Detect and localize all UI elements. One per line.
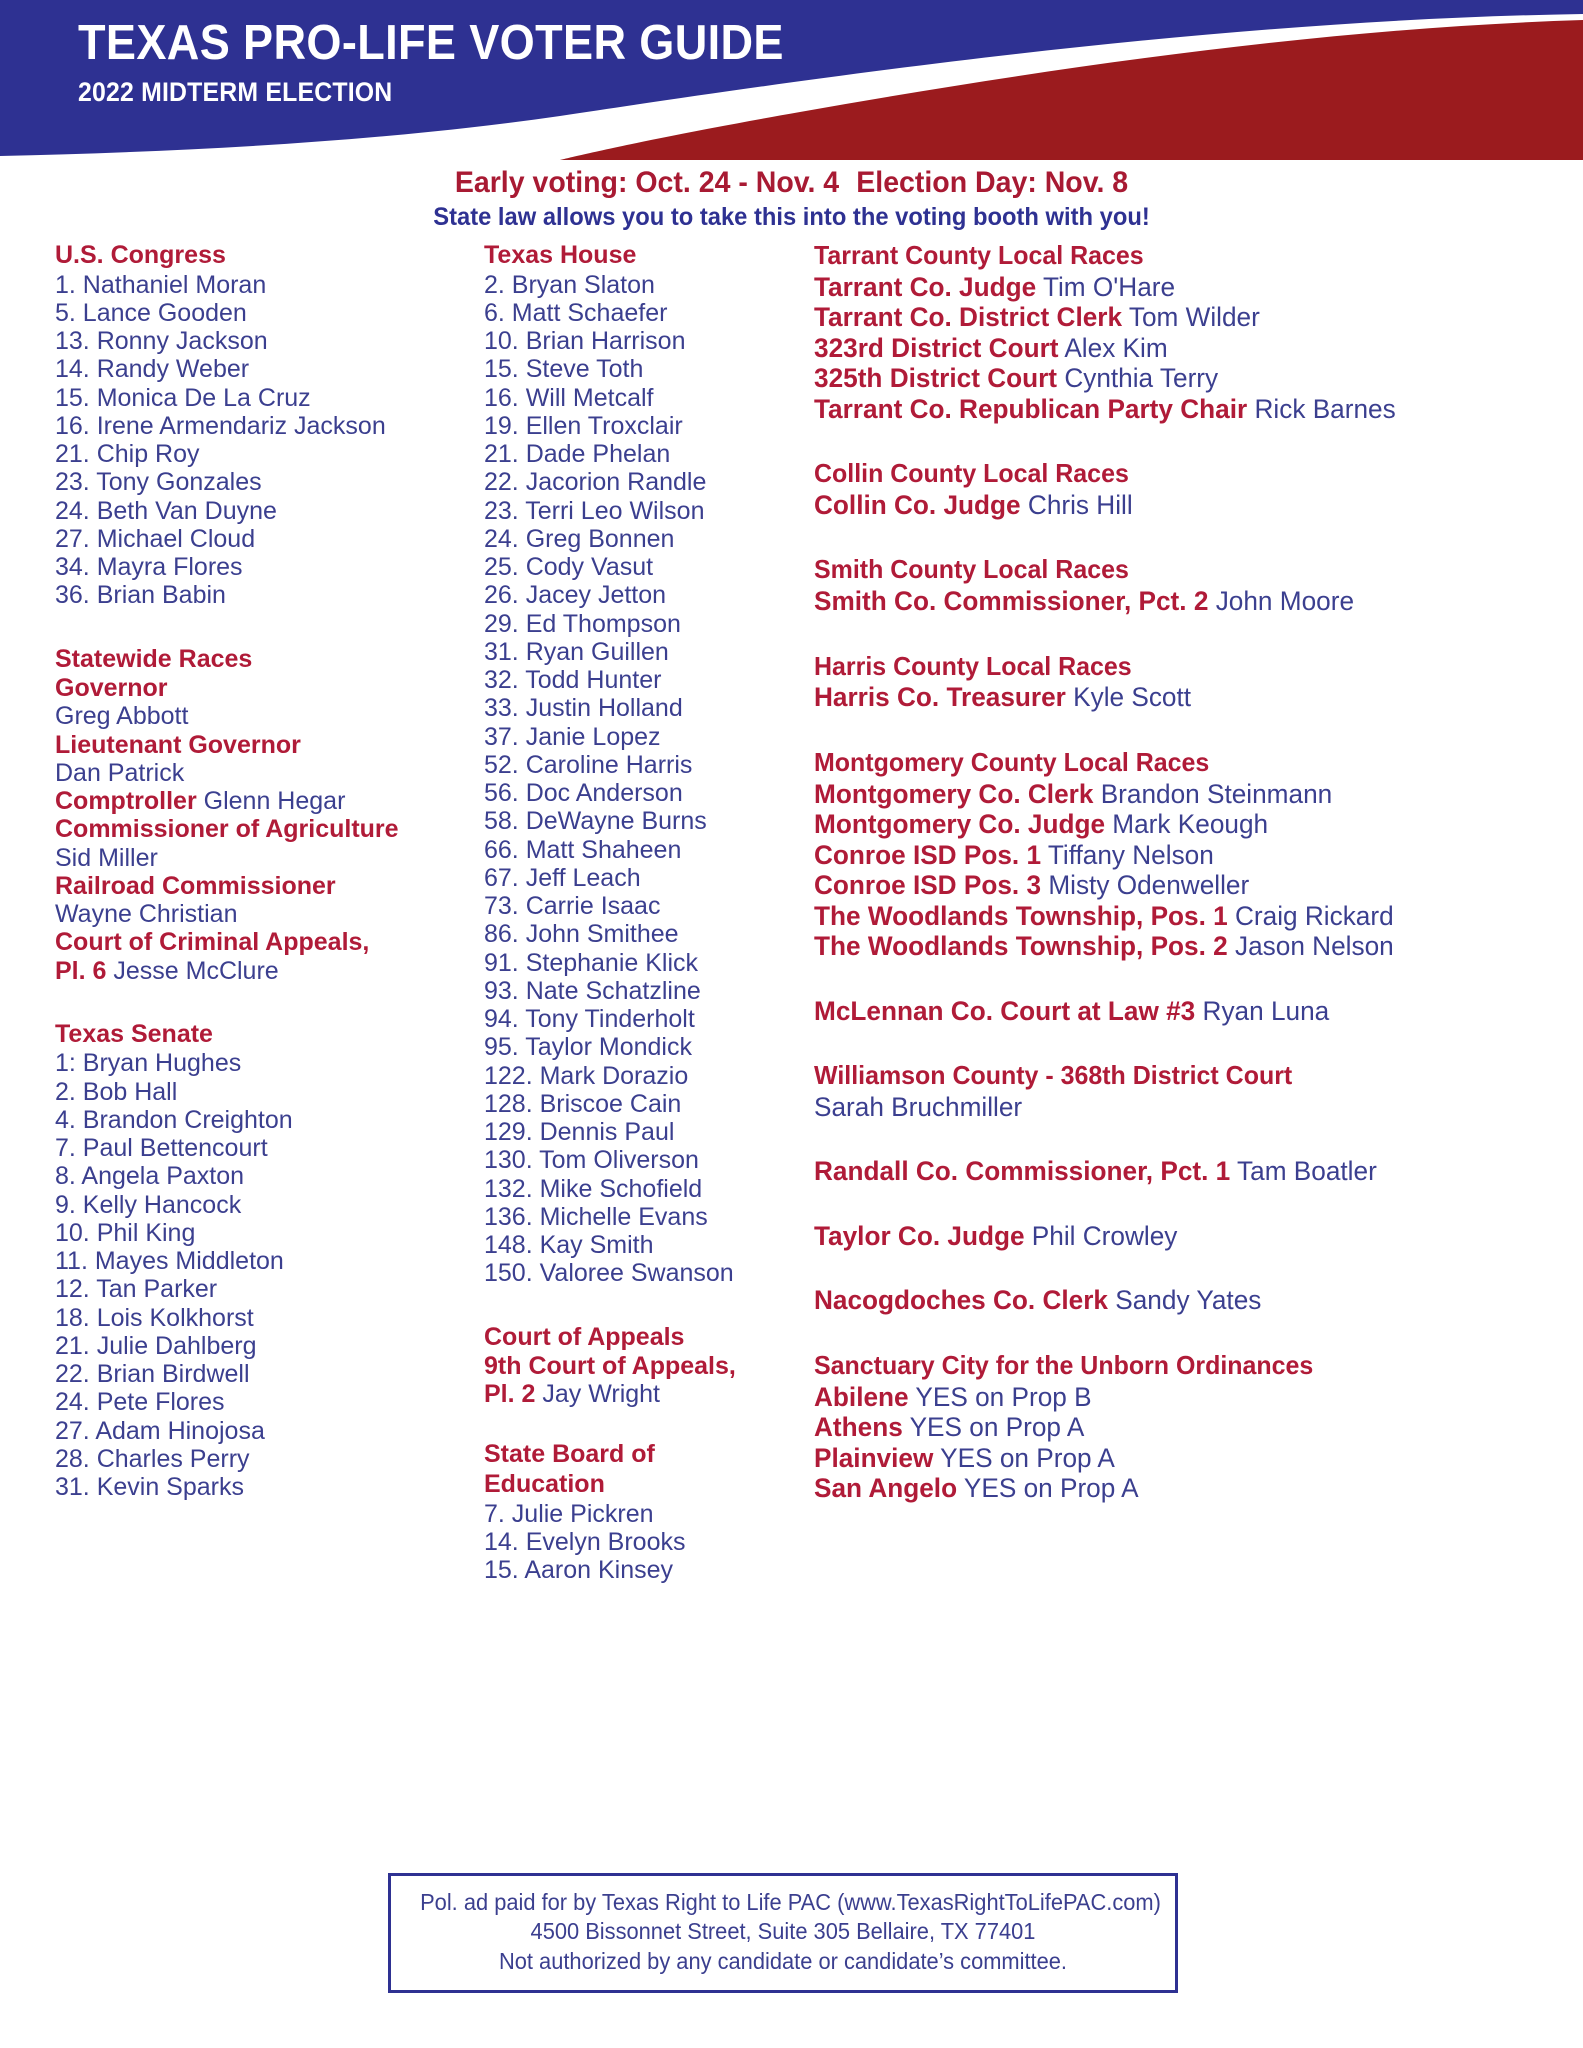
spacer (814, 617, 1560, 651)
list-item: 93. Nate Schatzline (484, 976, 701, 1005)
race-candidate: Tam Boatler (1237, 1156, 1377, 1187)
race-row (814, 586, 1538, 617)
section-harris-county (814, 651, 1560, 713)
race-office: Tarrant Co. Republican Party Chair (814, 393, 1248, 424)
section-heading-sboe-line1: State Board of (484, 1439, 655, 1468)
section-texas-house (484, 240, 800, 1288)
race-candidate: Sandy Yates (1115, 1285, 1262, 1316)
race-row (814, 1285, 1538, 1316)
spacer (814, 520, 1560, 554)
list-item: 37. Janie Lopez (484, 722, 661, 751)
list-item: 13. Ronny Jackson (55, 327, 268, 355)
spacer (814, 1316, 1560, 1350)
election-day-text: Election Day: Nov. 8 (856, 166, 1129, 199)
race-office: 9th Court of Appeals, (484, 1352, 736, 1380)
race-office: Tarrant Co. Judge (814, 271, 1037, 302)
list-item: 23. Tony Gonzales (55, 468, 262, 497)
race-row (814, 996, 1538, 1027)
list-item: 24. Pete Flores (55, 1388, 225, 1417)
list-item: 1. Nathaniel Moran (55, 270, 267, 299)
ordinance-vote: YES on Prop A (963, 1473, 1139, 1504)
list-item: 150. Valoree Swanson (484, 1259, 734, 1288)
list-item: 2. Bob Hall (55, 1077, 178, 1106)
disclaimer-line-3: Not authorized by any candidate or candidate’s committee. (498, 1947, 1068, 1974)
column-left (0, 240, 440, 1501)
list-item: 15. Steve Toth (484, 355, 644, 384)
list-item: 132. Mike Schofield (484, 1174, 703, 1203)
spacer (55, 610, 440, 644)
race-office: Nacogdoches Co. Clerk (814, 1285, 1108, 1316)
list-item: 10. Phil King (55, 1218, 196, 1247)
section-taylor-county (814, 1221, 1560, 1252)
spacer (814, 1122, 1560, 1156)
section-heading-sanctuary-city: Sanctuary City for the Unborn Ordinances (814, 1349, 1314, 1380)
section-state-board-of-education (484, 1439, 800, 1585)
race-office: Tarrant Co. District Clerk (814, 302, 1123, 333)
section-collin-county (814, 458, 1560, 520)
race-candidate: Jesse McClure (113, 956, 279, 985)
section-randall-county (814, 1156, 1560, 1187)
list-item: 2. Bryan Slaton (484, 270, 655, 299)
disclaimer-line-1: Pol. ad paid for by Texas Right to Life PAC (www.TexasRightToLifePAC.com) (420, 1889, 1161, 1915)
column-middle (440, 240, 800, 1584)
list-item: 19. Ellen Troxclair (484, 411, 683, 440)
list-item: 8. Angela Paxton (55, 1162, 245, 1191)
column-right (800, 240, 1560, 1504)
section-heading-williamson-county: Williamson County - 368th District Court (814, 1060, 1293, 1091)
spacer (814, 962, 1560, 996)
race-candidate: Jason Nelson (1235, 931, 1394, 962)
list-item: 22. Jacorion Randle (484, 468, 707, 497)
race-candidate: Glenn Hegar (203, 787, 346, 815)
voting-booth-note: State law allows you to take this into the voting booth with you! (433, 202, 1150, 231)
list-item: 67. Jeff Leach (484, 863, 641, 892)
race-candidate: Craig Rickard (1235, 900, 1394, 931)
race-office: Conroe ISD Pos. 3 (814, 870, 1042, 901)
list-item: 148. Kay Smith (484, 1231, 654, 1259)
voting-dates-block (0, 166, 1583, 232)
race-office: Taylor Co. Judge (814, 1220, 1025, 1251)
race-office: The Woodlands Township, Pos. 1 (814, 900, 1228, 931)
race-office: Railroad Commissioner (55, 871, 336, 900)
race-office: Court of Criminal Appeals, (55, 928, 370, 957)
list-item: 16. Irene Armendariz Jackson (55, 411, 386, 440)
race-row (814, 1221, 1538, 1252)
race-office: 325th District Court (814, 363, 1058, 394)
race-candidate: Tiffany Nelson (1047, 839, 1214, 870)
list-item: 29. Ed Thompson (484, 609, 681, 638)
section-heading-us-congress: U.S. Congress (55, 241, 226, 269)
race-office: Smith Co. Commissioner, Pct. 2 (814, 586, 1209, 617)
section-mclennan-county (814, 996, 1560, 1027)
race-row (814, 779, 1538, 810)
race-office: Montgomery Co. Judge (814, 809, 1106, 840)
race-row (814, 901, 1538, 932)
list-item: 14. Randy Weber (55, 355, 250, 384)
race-office: Harris Co. Treasurer (814, 682, 1066, 713)
spacer (484, 1288, 800, 1322)
page-subtitle: 2022 MIDTERM ELECTION (78, 77, 393, 108)
race-candidate: Greg Abbott (55, 702, 189, 731)
section-heading-texas-senate: Texas Senate (55, 1019, 213, 1048)
list-item: 27. Michael Cloud (55, 524, 256, 553)
list-item: 7. Paul Bettencourt (55, 1134, 268, 1162)
section-us-congress (55, 240, 440, 610)
race-candidate: Jay Wright (542, 1380, 661, 1409)
race-candidate: John Moore (1215, 586, 1355, 617)
race-office: Comptroller (55, 787, 197, 815)
list-item: 22. Brian Birdwell (55, 1360, 250, 1388)
list-item: 73. Carrie Isaac (484, 892, 661, 920)
list-item: 12. Tan Parker (55, 1275, 218, 1304)
disclaimer-line-2: 4500 Bissonnet Street, Suite 305 Bellaire, TX 77401 (530, 1918, 1036, 1945)
race-row (814, 809, 1538, 840)
list-item: 21. Dade Phelan (484, 440, 671, 468)
disclaimer-box (388, 1873, 1178, 1993)
list-item: 24. Greg Bonnen (484, 524, 675, 553)
list-item: 18. Lois Kolkhorst (55, 1303, 254, 1332)
race-candidate: Chris Hill (1027, 489, 1133, 520)
header-banner (0, 0, 1583, 160)
section-sanctuary-city-ordinances (814, 1350, 1560, 1504)
race-row (814, 363, 1538, 394)
race-row (814, 840, 1538, 871)
race-office: McLennan Co. Court at Law #3 (814, 995, 1196, 1026)
list-item: 27. Adam Hinojosa (55, 1416, 265, 1445)
race-office: 323rd District Court (814, 332, 1059, 363)
list-item: 1: Bryan Hughes (55, 1049, 242, 1078)
list-item: 16. Will Metcalf (484, 383, 654, 412)
list-item: 129. Dennis Paul (484, 1118, 675, 1146)
race-office: Governor (55, 674, 168, 702)
list-item: 66. Matt Shaheen (484, 835, 682, 864)
race-row (814, 302, 1538, 333)
race-row (55, 787, 440, 815)
race-row (814, 870, 1538, 901)
race-office: Randall Co. Commissioner, Pct. 1 (814, 1156, 1231, 1187)
section-williamson-county (814, 1060, 1560, 1122)
race-office: Conroe ISD Pos. 1 (814, 839, 1042, 870)
list-item: 86. John Smithee (484, 920, 679, 949)
race-office: Lieutenant Governor (55, 730, 301, 759)
race-row (814, 333, 1538, 364)
list-item: 32. Todd Hunter (484, 666, 662, 694)
list-item: 56. Doc Anderson (484, 779, 683, 807)
race-candidate: Alex Kim (1064, 332, 1168, 363)
ordinance-row (814, 1443, 1538, 1474)
spacer (814, 713, 1560, 747)
spacer (55, 985, 440, 1019)
race-row (814, 1156, 1538, 1187)
section-montgomery-county (814, 747, 1560, 962)
race-candidate: Kyle Scott (1073, 682, 1192, 713)
list-item: 33. Justin Holland (484, 694, 683, 723)
race-candidate: Dan Patrick (55, 758, 185, 787)
race-row (484, 1380, 800, 1408)
ordinance-city: Abilene (814, 1381, 909, 1412)
list-item: 9. Kelly Hancock (55, 1190, 242, 1219)
list-item: 14. Evelyn Brooks (484, 1527, 686, 1556)
section-heading-sboe-line2: Education (484, 1470, 605, 1498)
ordinance-city: San Angelo (814, 1473, 958, 1504)
race-row (814, 394, 1538, 425)
section-heading-smith-county: Smith County Local Races (814, 554, 1129, 585)
section-heading-collin-county: Collin County Local Races (814, 458, 1129, 489)
list-item: 95. Taylor Mondick (484, 1033, 692, 1062)
list-item: 94. Tony Tinderholt (484, 1005, 695, 1033)
ordinance-vote: YES on Prop A (909, 1412, 1085, 1443)
race-candidate: Ryan Luna (1202, 995, 1330, 1026)
race-candidate: Sarah Bruchmiller (814, 1091, 1023, 1122)
race-candidate: Phil Crowley (1031, 1220, 1178, 1251)
race-candidate: Tim O'Hare (1042, 271, 1176, 302)
list-item: 58. DeWayne Burns (484, 807, 707, 836)
ordinance-city: Athens (814, 1412, 903, 1443)
banner-text-block (78, 18, 845, 108)
list-item: 28. Charles Perry (55, 1444, 250, 1473)
section-statewide-races (55, 644, 440, 985)
race-candidate: Brandon Steinmann (1100, 778, 1333, 809)
race-row (814, 272, 1538, 303)
list-item: 128. Briscoe Cain (484, 1089, 682, 1118)
section-nacogdoches-county (814, 1285, 1560, 1316)
list-item: 31. Ryan Guillen (484, 637, 669, 666)
guide-columns (0, 240, 1583, 1584)
ordinance-city: Plainview (814, 1442, 934, 1473)
list-item: 26. Jacey Jetton (484, 581, 667, 610)
race-office: Montgomery Co. Clerk (814, 778, 1094, 809)
spacer (484, 1409, 800, 1439)
list-item: 24. Beth Van Duyne (55, 496, 277, 525)
ordinance-vote: YES on Prop B (915, 1381, 1092, 1412)
list-item: 130. Tom Oliverson (484, 1146, 699, 1175)
race-row (814, 682, 1538, 713)
voting-dates-line (40, 166, 1544, 201)
list-item: 34. Mayra Flores (55, 553, 243, 581)
section-heading-montgomery-county: Montgomery County Local Races (814, 746, 1210, 777)
spacer (814, 424, 1560, 458)
section-heading-harris-county: Harris County Local Races (814, 650, 1132, 681)
section-heading-court-of-appeals: Court of Appeals (484, 1322, 685, 1351)
list-item: 5. Lance Gooden (55, 298, 247, 327)
race-candidate: Cynthia Terry (1064, 363, 1219, 394)
list-item: 91. Stephanie Klick (484, 948, 699, 977)
page-title: TEXAS PRO-LIFE VOTER GUIDE (78, 16, 784, 70)
list-item: 10. Brian Harrison (484, 327, 686, 355)
race-office: Collin Co. Judge (814, 489, 1021, 520)
ordinance-vote: YES on Prop A (940, 1442, 1115, 1473)
race-office: Commissioner of Agriculture (55, 815, 399, 844)
section-heading-texas-house: Texas House (484, 241, 637, 269)
section-heading-tarrant-county: Tarrant County Local Races (814, 240, 1144, 270)
list-item: 122. Mark Dorazio (484, 1061, 689, 1090)
race-office-continued: Pl. 2 (484, 1380, 536, 1409)
race-candidate: Mark Keough (1112, 809, 1269, 840)
list-item: 52. Caroline Harris (484, 750, 693, 779)
ordinance-row (814, 1412, 1538, 1443)
list-item: 23. Terri Leo Wilson (484, 496, 705, 525)
list-item: 25. Cody Vasut (484, 553, 654, 581)
list-item: 36. Brian Babin (55, 581, 226, 610)
section-texas-senate (55, 1019, 440, 1502)
list-item: 11. Mayes Middleton (55, 1247, 284, 1275)
ordinance-row (814, 1382, 1538, 1413)
list-item: 7. Julie Pickren (484, 1499, 654, 1528)
race-office-continued: Pl. 6 (55, 956, 107, 985)
spacer (814, 1187, 1560, 1221)
list-item: 31. Kevin Sparks (55, 1473, 244, 1501)
list-item: 136. Michelle Evans (484, 1202, 708, 1231)
list-item: 21. Julie Dahlberg (55, 1331, 257, 1360)
ordinance-row (814, 1473, 1538, 1504)
list-item: 15. Monica De La Cruz (55, 383, 311, 412)
section-smith-county (814, 554, 1560, 616)
list-item: 15. Aaron Kinsey (484, 1556, 674, 1584)
race-candidate: Wayne Christian (55, 900, 238, 928)
early-voting-text: Early voting: Oct. 24 - Nov. 4 (454, 166, 840, 199)
race-candidate: Sid Miller (55, 843, 158, 872)
section-court-of-appeals (484, 1322, 800, 1409)
race-candidate: Tom Wilder (1128, 302, 1260, 333)
list-item: 6. Matt Schaefer (484, 298, 668, 327)
race-row (55, 957, 440, 985)
race-office: The Woodlands Township, Pos. 2 (814, 931, 1228, 962)
section-heading-statewide: Statewide Races (55, 644, 253, 673)
race-row (814, 490, 1538, 521)
race-row (814, 931, 1538, 962)
race-candidate: Rick Barnes (1254, 393, 1396, 424)
race-candidate: Misty Odenweller (1048, 870, 1250, 901)
spacer (814, 1251, 1560, 1285)
list-item: 21. Chip Roy (55, 440, 200, 468)
spacer (814, 1026, 1560, 1060)
section-tarrant-county (814, 240, 1560, 424)
list-item: 4. Brandon Creighton (55, 1105, 293, 1134)
